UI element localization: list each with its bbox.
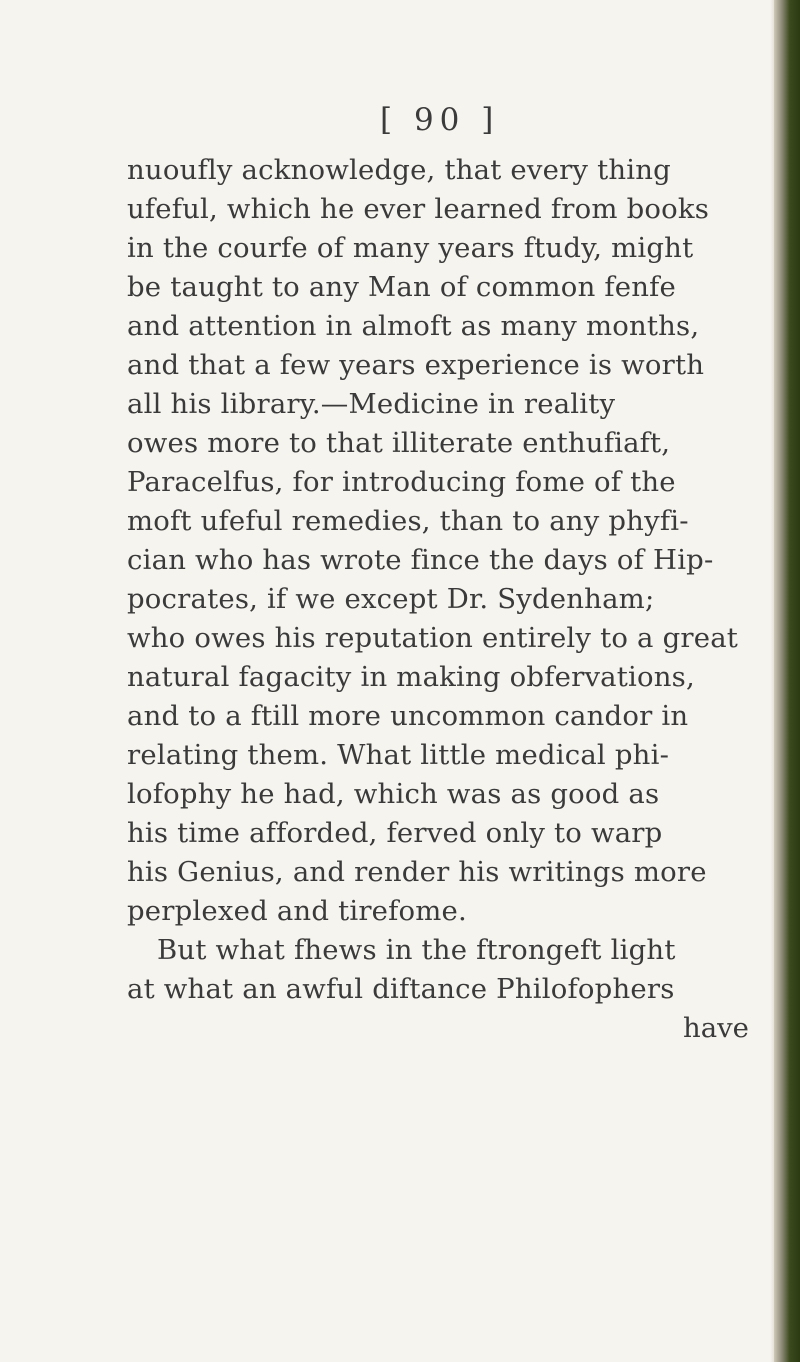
text-line: ufeful, which he ever learned from books [127, 193, 710, 225]
text-line: moft ufeful remedies, than to any phyfi- [127, 505, 689, 537]
page-number-header: [ 90 ] [380, 102, 500, 138]
text-line: all his library.—Medicine in reality [127, 388, 616, 420]
text-line: and to a ftill more uncommon candor in [127, 700, 689, 732]
text-line: lofophy he had, which was as good as [127, 778, 660, 810]
text-line: in the courfe of many years ftudy, might [127, 232, 694, 264]
text-line: But what fhews in the ftrongeft light [157, 934, 676, 966]
text-line: natural fagacity in making obfervations, [127, 661, 695, 693]
text-line: who owes his reputation entirely to a great [127, 622, 739, 654]
text-line: relating them. What little medical phi- [127, 739, 670, 771]
text-line: at what an awful diftance Philofophers [127, 973, 675, 1005]
text-line: pocrates, if we except Dr. Sydenham; [127, 583, 655, 615]
text-line: nuoufly acknowledge, that every thing [127, 154, 671, 186]
text-line: perplexed and tirefome. [127, 895, 467, 927]
catchword: have [683, 1012, 749, 1044]
page-edge [774, 0, 800, 1362]
text-line: Paracelfus, for introducing fome of the [127, 466, 676, 498]
text-line: and that a few years experience is worth [127, 349, 705, 381]
text-line: and attention in almoft as many months, [127, 310, 700, 342]
text-line: his time afforded, ferved only to warp [127, 817, 663, 849]
text-line: be taught to any Man of common fenfe [127, 271, 677, 303]
text-line: his Genius, and render his writings more [127, 856, 707, 888]
text-line: owes more to that illiterate enthufiaft, [127, 427, 671, 459]
text-line: cian who has wrote fince the days of Hip- [127, 544, 714, 576]
